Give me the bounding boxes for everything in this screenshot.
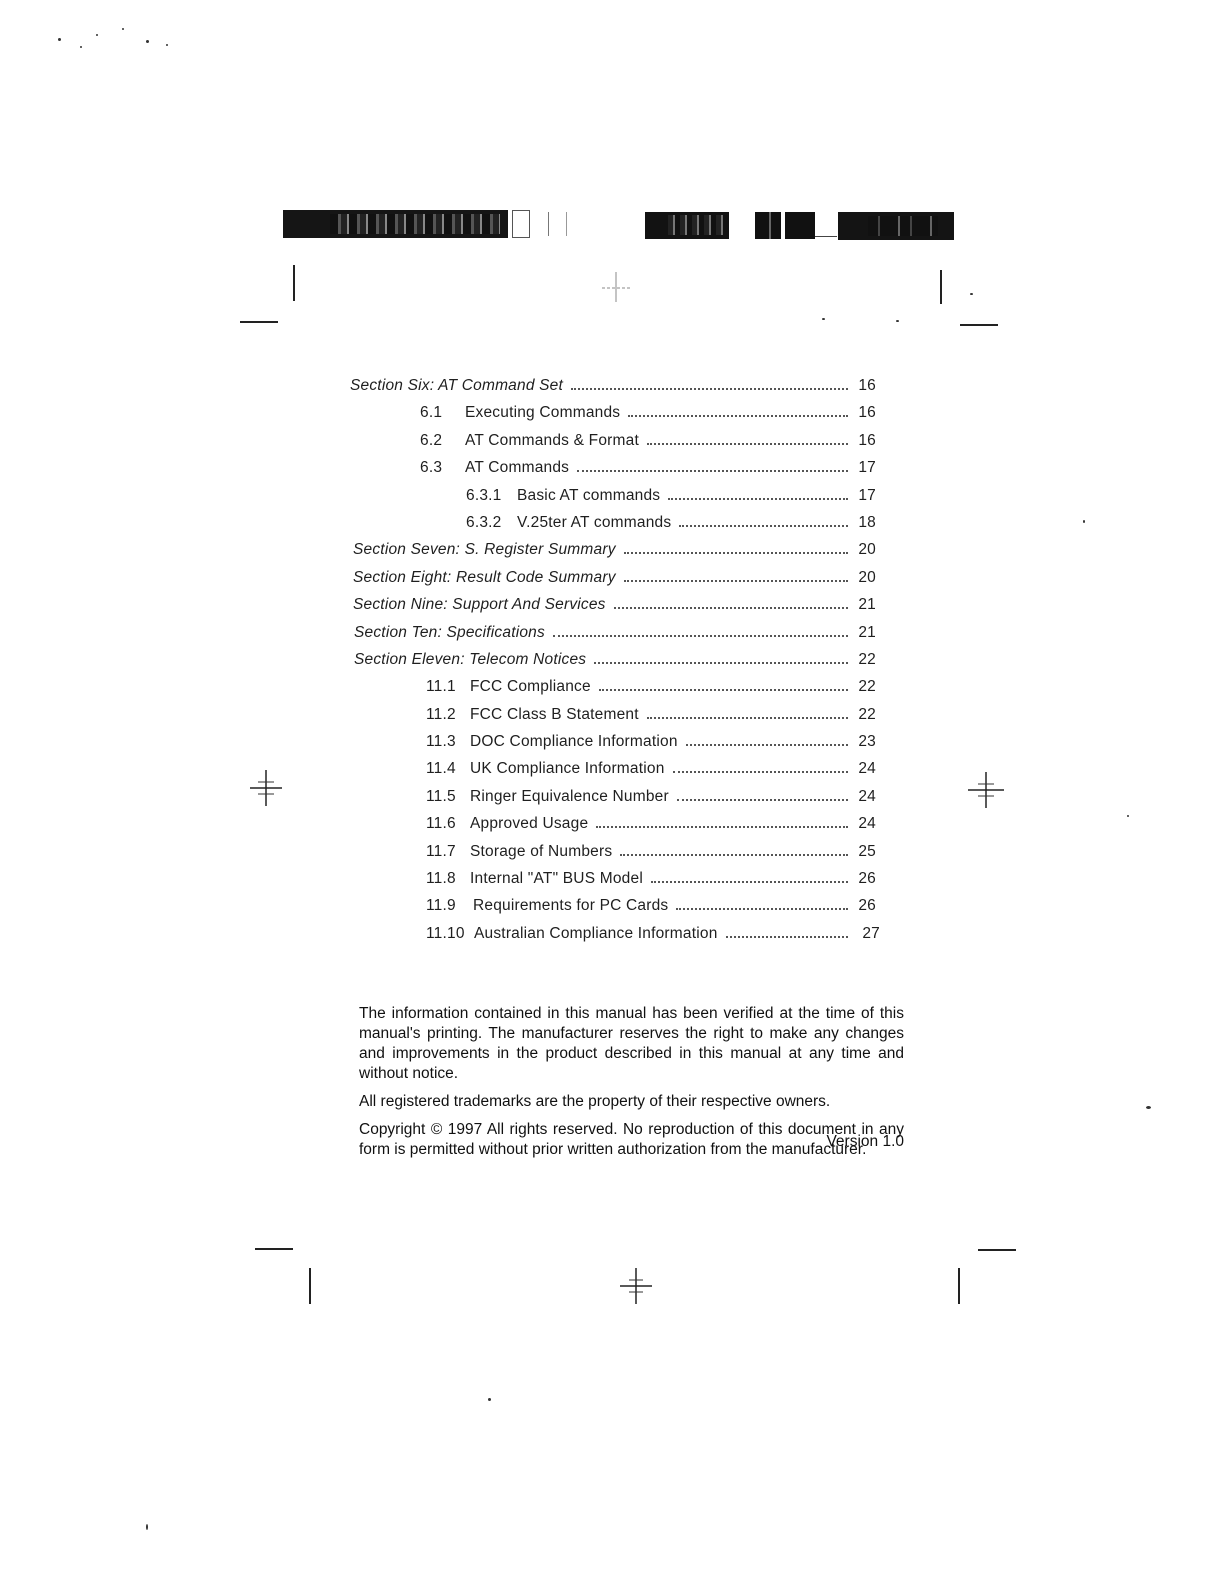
- toc-entry-page: 23: [858, 733, 876, 751]
- toc-leader-dots: [673, 771, 848, 773]
- scan-speck: [80, 46, 82, 48]
- toc-entry: [340, 892, 900, 919]
- toc-entry-page: 21: [858, 623, 876, 641]
- toc-entry-page: 22: [858, 678, 876, 696]
- toc-entry: [340, 564, 900, 591]
- toc-entry: [340, 427, 900, 454]
- crop-mark: [940, 270, 942, 304]
- toc-entry-page: 24: [858, 760, 876, 778]
- toc-entry-title: Section Nine: Support And Services: [353, 596, 606, 614]
- toc-entry: [340, 728, 900, 755]
- toc-leader-dots: [686, 744, 848, 746]
- toc-entry-number: 11.5: [426, 787, 456, 805]
- toc-leader-dots: [553, 635, 848, 637]
- toc-entry-number: 11.9: [426, 897, 456, 915]
- scan-speck: [1146, 1106, 1151, 1109]
- toc-entry-title: Section Six: AT Command Set: [350, 377, 564, 394]
- crop-mark: [960, 324, 998, 326]
- toc-leader-dots: [677, 799, 848, 801]
- toc-entry: [340, 399, 900, 426]
- toc-leader-dots: [668, 498, 848, 500]
- toc-entry-title: Basic AT commands: [517, 486, 661, 504]
- toc-entry-title: FCC Class B Statement: [470, 705, 639, 723]
- toc-entry-page: 24: [858, 787, 876, 805]
- table-of-contents: [340, 372, 900, 947]
- scan-speck: [488, 1398, 491, 1401]
- scan-speck: [1127, 815, 1129, 817]
- scan-speck: [970, 293, 973, 295]
- crop-mark: [255, 1248, 293, 1250]
- toc-leader-dots: [726, 936, 848, 938]
- toc-entry-number: 11.4: [426, 760, 456, 778]
- toc-entry-number: 6.1: [420, 404, 443, 422]
- toc-entry-page: 27: [862, 924, 880, 942]
- toc-entry-title: UK Compliance Information: [470, 760, 665, 778]
- toc-entry-page: 18: [858, 513, 876, 531]
- scan-speck: [58, 38, 61, 41]
- scan-speck: [1083, 520, 1085, 523]
- disclaimer-notice: [359, 1004, 904, 1168]
- toc-entry-page: 16: [858, 431, 876, 449]
- toc-entry-title: FCC Compliance: [470, 678, 591, 696]
- scan-speck: [896, 320, 899, 322]
- toc-entry-number: 11.3: [426, 733, 456, 751]
- toc-entry-number: 11.8: [426, 870, 456, 888]
- toc-entry: [340, 920, 900, 947]
- toc-entry-title: Section Eleven: Telecom Notices: [354, 650, 587, 668]
- toc-entry-page: 21: [858, 596, 876, 614]
- toc-entry-page: 17: [858, 486, 876, 504]
- toc-entry-title: V.25ter AT commands: [517, 513, 672, 531]
- toc-entry: [340, 482, 900, 509]
- registration-cross-icon: [246, 768, 286, 808]
- toc-entry: [340, 755, 900, 782]
- toc-leader-dots: [679, 525, 848, 527]
- toc-entry-page: 22: [858, 705, 876, 723]
- toc-entry-title: Approved Usage: [470, 815, 589, 833]
- toc-entry-title: Australian Compliance Information: [474, 924, 718, 942]
- toc-leader-dots: [676, 908, 848, 910]
- toc-entry: [340, 591, 900, 618]
- toc-entry-title: Internal "AT" BUS Model: [470, 870, 643, 888]
- crop-mark: [958, 1268, 960, 1304]
- toc-entry-number: 11.10: [426, 924, 465, 942]
- toc-entry-page: 17: [858, 459, 876, 477]
- toc-entry-number: 6.3: [420, 459, 443, 477]
- toc-entry: [340, 454, 900, 481]
- toc-entry: [340, 865, 900, 892]
- toc-entry: [340, 646, 900, 673]
- copyright-paragraph: Copyright © 1997 All rights reserved. No reproduction of this document in any form is permitted without prior written authorization from the manufacturer.: [359, 1121, 904, 1158]
- toc-leader-dots: [596, 826, 848, 828]
- toc-entry-title: Section Ten: Specifications: [354, 623, 545, 641]
- toc-leader-dots: [577, 470, 848, 472]
- toc-leader-dots: [647, 443, 848, 445]
- disclaimer-paragraph: The information contained in this manual has been verified at the time of this manual's printing. The manufacturer reserves the right to make any changes and improvements in the product described in this manual at any time and without notice.: [359, 1005, 904, 1082]
- registration-bar-right1: [755, 212, 815, 239]
- registration-underline: [815, 236, 837, 237]
- registration-bar-left-pattern: [330, 214, 500, 234]
- copyright-block: [359, 1120, 904, 1160]
- toc-leader-dots: [624, 552, 848, 554]
- toc-entry-number: 6.2: [420, 431, 443, 449]
- registration-bar-right2-pattern: [868, 216, 938, 236]
- toc-entry-page: 16: [858, 377, 876, 394]
- scan-speck: [822, 318, 825, 320]
- toc-entry-title: Storage of Numbers: [470, 842, 613, 860]
- toc-entry: [340, 810, 900, 837]
- scan-speck: [122, 28, 124, 30]
- toc-entry-title: Ringer Equivalence Number: [470, 787, 669, 805]
- toc-entry-title: Executing Commands: [465, 404, 621, 422]
- toc-entry-title: Section Seven: S. Register Summary: [353, 541, 616, 559]
- toc-entry-page: 20: [858, 541, 876, 559]
- toc-entry-number: 11.6: [426, 815, 456, 833]
- registration-bar-mid-pattern: [668, 215, 724, 235]
- registration-box: [512, 210, 530, 238]
- toc-entry-title: DOC Compliance Information: [470, 733, 678, 751]
- toc-entry: [340, 838, 900, 865]
- toc-entry: [340, 536, 900, 563]
- toc-leader-dots: [620, 854, 848, 856]
- toc-entry-page: 25: [858, 842, 876, 860]
- crop-mark: [978, 1249, 1016, 1251]
- toc-entry-page: 22: [858, 650, 876, 668]
- toc-entry: [340, 619, 900, 646]
- toc-entry-page: 20: [858, 568, 876, 586]
- toc-entry: [340, 783, 900, 810]
- toc-entry: [340, 673, 900, 700]
- toc-entry-title: Requirements for PC Cards: [473, 897, 669, 915]
- toc-leader-dots: [628, 415, 848, 417]
- toc-entry: [340, 509, 900, 536]
- toc-entry-number: 6.3.1: [466, 486, 502, 504]
- toc-entry: [340, 701, 900, 728]
- crop-mark: [309, 1268, 311, 1304]
- toc-leader-dots: [571, 388, 848, 390]
- registration-cross-icon: [598, 268, 638, 308]
- crop-mark: [293, 265, 295, 301]
- toc-entry-title: AT Commands: [465, 459, 570, 477]
- crop-mark: [240, 321, 278, 323]
- toc-entry: [340, 372, 900, 399]
- toc-leader-dots: [614, 607, 848, 609]
- registration-tick: [548, 212, 549, 236]
- registration-cross-icon: [616, 1266, 656, 1306]
- toc-entry-number: 11.7: [426, 842, 456, 860]
- toc-leader-dots: [594, 662, 848, 664]
- toc-entry-number: 11.2: [426, 705, 456, 723]
- toc-entry-page: 26: [858, 870, 876, 888]
- registration-cross-icon: [966, 770, 1006, 810]
- scan-speck: [166, 44, 168, 46]
- toc-entry-number: 6.3.2: [466, 513, 502, 531]
- scan-speck: [146, 40, 149, 43]
- toc-entry-number: 11.1: [426, 678, 456, 696]
- toc-leader-dots: [651, 881, 848, 883]
- toc-entry-page: 26: [858, 897, 876, 915]
- trademark-paragraph: All registered trademarks are the property of their respective owners.: [359, 1093, 831, 1110]
- toc-leader-dots: [599, 689, 848, 691]
- toc-entry-page: 16: [858, 404, 876, 422]
- scan-speck: [146, 1524, 148, 1530]
- toc-entry-page: 24: [858, 815, 876, 833]
- toc-leader-dots: [624, 580, 848, 582]
- toc-entry-title: Section Eight: Result Code Summary: [353, 568, 616, 586]
- registration-tick: [566, 212, 567, 236]
- scan-speck: [96, 34, 98, 36]
- toc-leader-dots: [647, 717, 848, 719]
- version-label: Version 1.0: [826, 1133, 904, 1150]
- toc-entry-title: AT Commands & Format: [465, 431, 639, 449]
